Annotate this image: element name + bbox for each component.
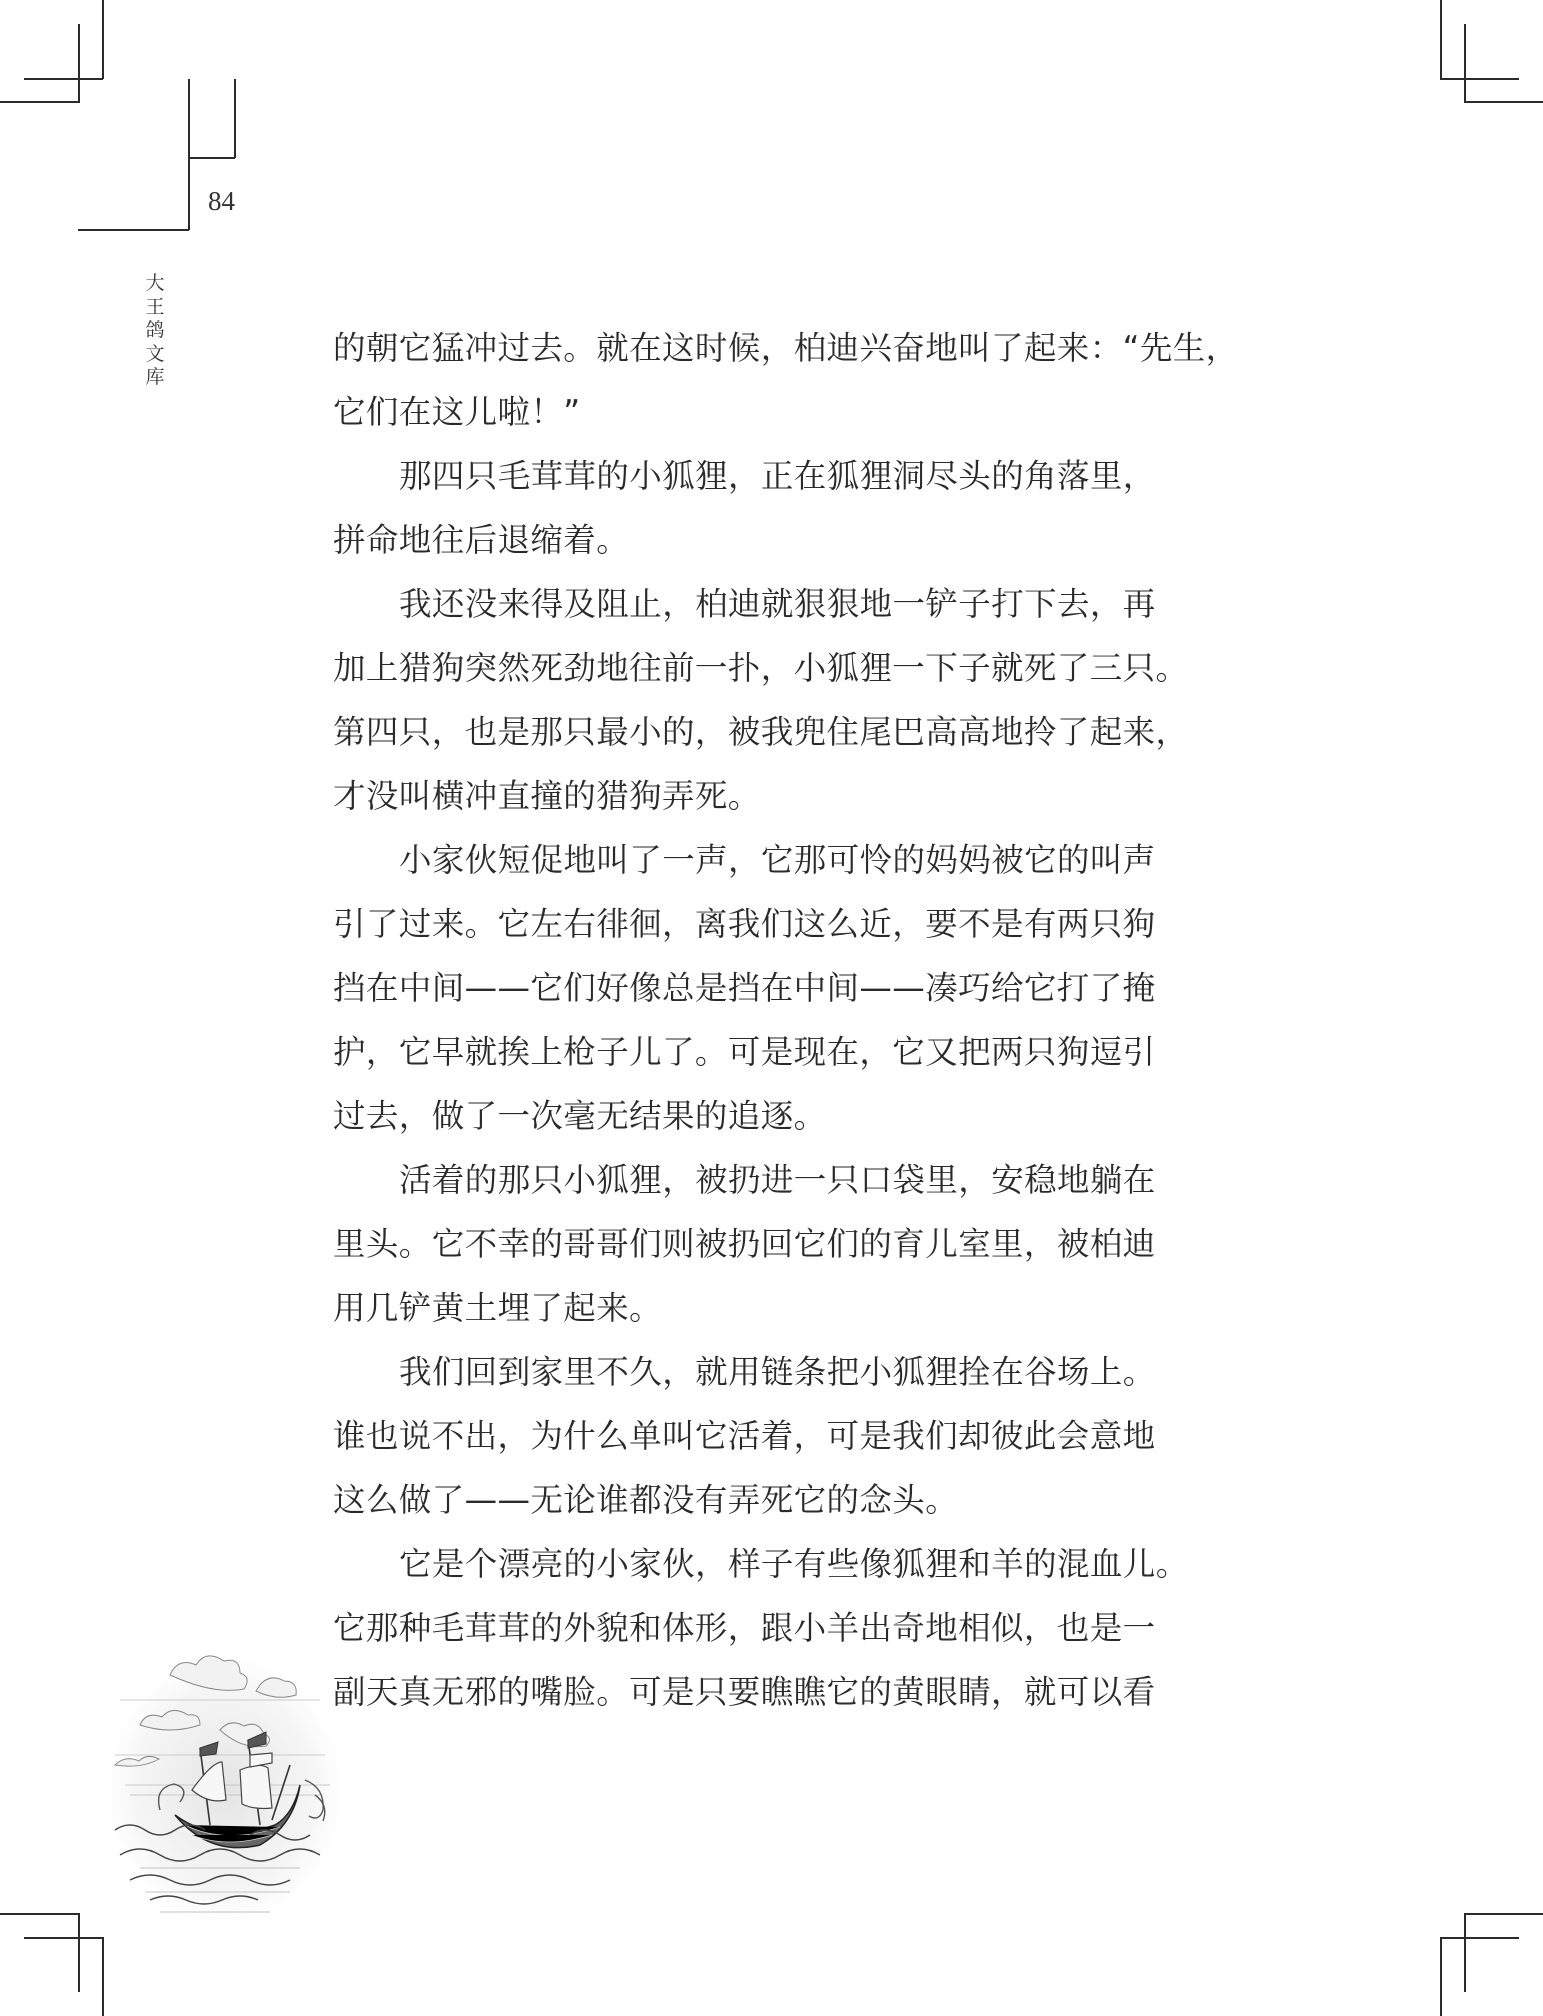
crop-mark (1464, 1913, 1543, 1915)
text-line: 挡在中间——它们好像总是挡在中间——凑巧给它打了掩 (333, 969, 1156, 1007)
header-ornament-line (188, 79, 190, 230)
text-line: 我还没来得及阻止，柏迪就狠狠地一铲子打下去，再 (399, 585, 1156, 623)
crop-mark (0, 101, 79, 103)
body-text (333, 316, 1239, 1724)
crop-mark (1464, 101, 1543, 103)
text-line: 引了过来。它左右徘徊，离我们这么近，要不是有两只狗 (333, 905, 1156, 943)
text-line: 那四只毛茸茸的小狐狸，正在狐狸洞尽头的角落里， (399, 457, 1156, 495)
page-number: 84 (208, 186, 235, 216)
text-line: 我们回到家里不久，就用链条把小狐狸拴在谷场上。 (399, 1353, 1156, 1391)
crop-mark (1464, 24, 1466, 103)
crop-mark (1440, 78, 1519, 80)
text-line: 才没叫横冲直撞的猎狗弄死。 (333, 777, 761, 815)
crop-mark (78, 24, 80, 103)
text-line: 里头。它不幸的哥哥们则被扔回它们的育儿室里，被柏迪 (333, 1225, 1156, 1263)
text-line: 它那种毛茸茸的外貌和体形，跟小羊出奇地相似，也是一 (333, 1609, 1156, 1647)
text-line: 它是个漂亮的小家伙，样子有些像狐狸和羊的混血儿。 (399, 1545, 1189, 1583)
crop-mark (0, 1913, 79, 1915)
header-ornament-line (78, 229, 189, 231)
text-line: 的朝它猛冲过去。就在这时候，柏迪兴奋地叫了起来：“先生， (333, 329, 1239, 367)
crop-mark (1440, 0, 1442, 79)
text-line: 护，它早就挨上枪子儿了。可是现在，它又把两只狗逗引 (333, 1033, 1156, 1071)
text-line: 加上猎狗突然死劲地往前一扑，小狐狸一下子就死了三只。 (333, 649, 1189, 687)
text-line: 副天真无邪的嘴脸。可是只要瞧瞧它的黄眼睛，就可以看 (333, 1673, 1156, 1711)
text-line: 活着的那只小狐狸，被扔进一只口袋里，安稳地躺在 (399, 1161, 1156, 1199)
crop-mark (78, 1913, 80, 1992)
crop-mark (1464, 1913, 1466, 1992)
series-label: 大王鸽文库 (145, 272, 165, 388)
crop-mark (24, 78, 103, 80)
text-line: 小家伙短促地叫了一声，它那可怜的妈妈被它的叫声 (399, 841, 1156, 879)
header-ornament-line (188, 157, 235, 159)
text-line: 它们在这儿啦！” (333, 393, 581, 431)
text-line: 过去，做了一次毫无结果的追逐。 (333, 1097, 827, 1135)
text-line: 谁也说不出，为什么单叫它活着，可是我们却彼此会意地 (333, 1417, 1156, 1455)
header-ornament-line (234, 79, 236, 158)
crop-mark (102, 1937, 104, 2016)
text-line: 这么做了——无论谁都没有弄死它的念头。 (333, 1481, 959, 1519)
crop-mark (102, 0, 104, 79)
crop-mark (1440, 1937, 1442, 2016)
sailing-ship-icon (100, 1630, 350, 1930)
text-line: 用几铲黄土埋了起来。 (333, 1289, 663, 1327)
text-line: 第四只，也是那只最小的，被我兜住尾巴高高地拎了起来， (333, 713, 1189, 751)
ship-illustration (100, 1630, 350, 1930)
crop-mark (1440, 1937, 1519, 1939)
crop-mark (24, 1937, 103, 1939)
text-line: 拼命地往后退缩着。 (333, 521, 630, 559)
